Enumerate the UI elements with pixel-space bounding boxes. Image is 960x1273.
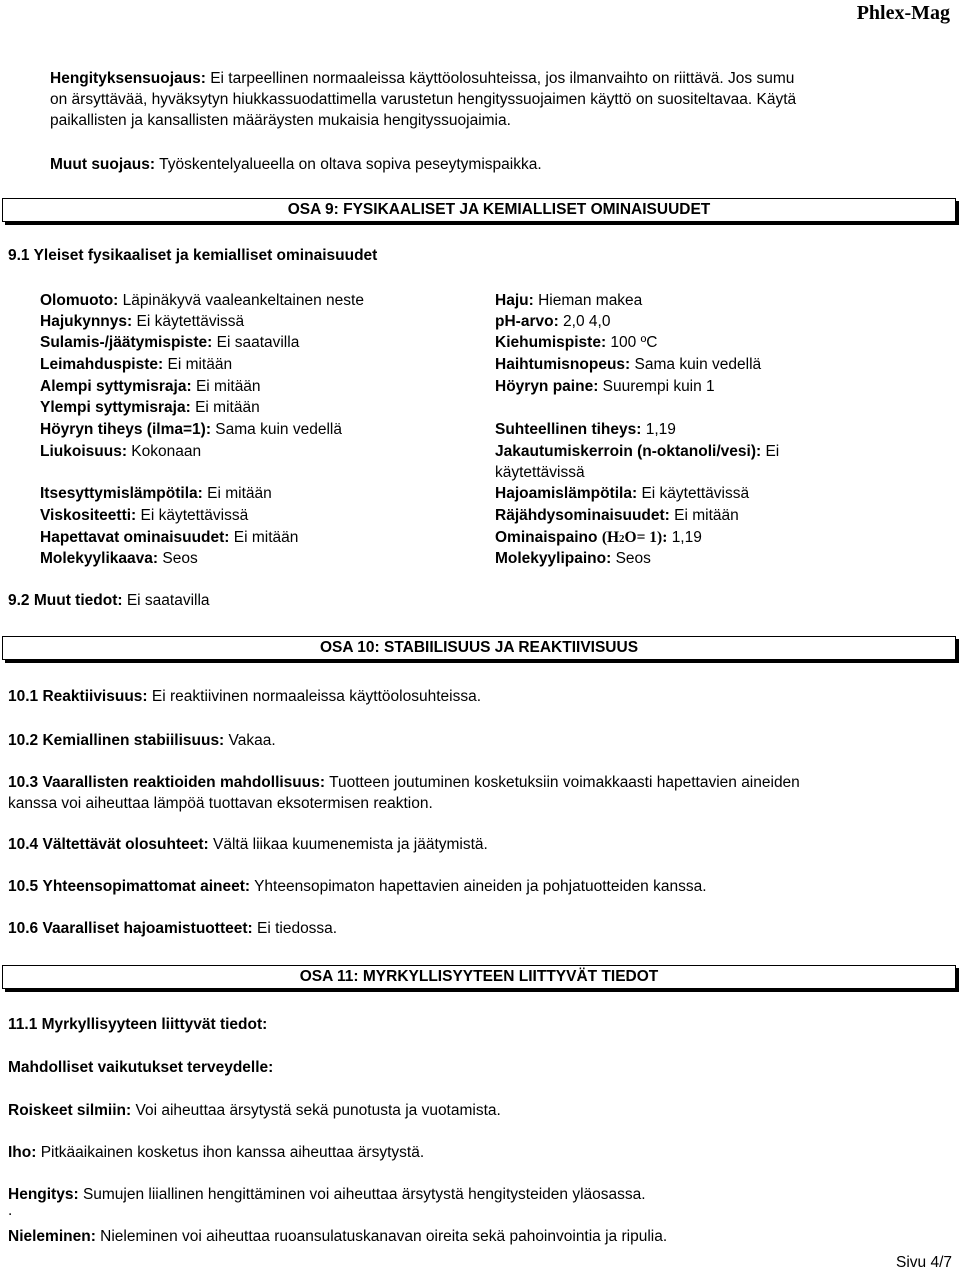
- prop-ph: pH-arvo: 2,0 4,0: [495, 313, 611, 330]
- prop-explosive: Räjähdysominaisuudet: Ei mitään: [495, 507, 739, 524]
- section-10-title: OSA 10: STABIILISUUS JA REAKTIIVISUUS: [2, 636, 956, 660]
- item-10-4: 10.4 Vältettävät olosuhteet: Vältä liikaa kuumenemista ja jäätymistä.: [8, 836, 488, 853]
- page-number: Sivu 4/7: [895, 1254, 952, 1271]
- item-10-3: 10.3 Vaarallisten reaktioiden mahdollisuus: Tuotteen joutuminen kosketuksiin voimakkaasti hapettavien aineiden kanssa voi aiheuttaa lämpöä tuottavan eksotermisen reaktion.: [8, 774, 800, 812]
- item-10-5: 10.5 Yhteensopimattomat aineet: Yhteensopimaton hapettavien aineiden ja pohjatuotteiden kanssa.: [8, 878, 707, 895]
- effect-inhalation: Hengitys: Sumujen liiallinen hengittäminen voi aiheuttaa ärsytystä hengitysteiden yläosassa.: [8, 1186, 646, 1203]
- prop-appearance: Olomuoto: Läpinäkyvä vaaleankeltainen neste: [40, 292, 364, 309]
- item-10-2: 10.2 Kemiallinen stabiilisuus: Vakaa.: [8, 732, 276, 749]
- prop-viscosity: Viskositeetti: Ei käytettävissä: [40, 507, 249, 524]
- effect-ingestion: Nieleminen: Nieleminen voi aiheuttaa ruoansulatuskanavan oireita sekä pahoinvointia ja ripulia.: [8, 1228, 668, 1245]
- prop-decomposition-temp: Hajoamislämpötila: Ei käytettävissä: [495, 485, 750, 502]
- prop-oxidising: Hapettavat ominaisuudet: Ei mitään: [40, 529, 299, 546]
- prop-molecular-weight: Molekyylipaino: Seos: [495, 550, 651, 567]
- prop-specific-gravity: Ominaispaino (H2O= 1): 1,19: [495, 529, 702, 546]
- brand-logo: Phlex-Mag: [856, 2, 950, 24]
- prop-relative-density: Suhteellinen tiheys: 1,19: [495, 421, 676, 438]
- prop-upper-flammability: Ylempi syttymisraja: Ei mitään: [40, 399, 260, 416]
- effect-skin: Iho: Pitkäaikainen kosketus ihon kanssa aiheuttaa ärsytystä.: [8, 1144, 425, 1161]
- section-9-1-heading: 9.1 Yleiset fysikaaliset ja kemialliset ominaisuudet: [8, 247, 378, 264]
- prop-flash-point: Leimahduspiste: Ei mitään: [40, 356, 233, 373]
- section-11-1-heading: 11.1 Myrkyllisyyteen liittyvät tiedot:: [8, 1016, 268, 1033]
- respiratory-protection: [50, 68, 940, 131]
- prop-melting-point: Sulamis-/jäätymispiste: Ei saatavilla: [40, 334, 300, 351]
- respiratory-text-3: paikallisten ja kansallisten määräysten mukaisia hengityssuojaimia.: [50, 112, 511, 129]
- other-protection-text: Työskentelyalueella on oltava sopiva peseytymispaikka.: [159, 156, 542, 173]
- prop-evaporation-rate: Haihtumisnopeus: Sama kuin vedellä: [495, 356, 762, 373]
- prop-solubility: Liukoisuus: Kokonaan: [40, 443, 202, 460]
- respiratory-label: Hengityksensuojaus:: [50, 70, 206, 87]
- respiratory-text-1: Ei tarpeellinen normaaleissa käyttöolosuhteissa, jos ilmanvaihto on riittävä. Jos sumu: [210, 70, 795, 87]
- prop-partition-coefficient-cont: käytettävissä: [495, 464, 585, 481]
- prop-molecular-formula: Molekyylikaava: Seos: [40, 550, 198, 567]
- prop-lower-flammability: Alempi syttymisraja: Ei mitään: [40, 378, 261, 395]
- section-11-title: OSA 11: MYRKYLLISYYTEEN LIITTYVÄT TIEDOT: [2, 965, 956, 989]
- respiratory-text-2: on ärsyttävää, hyväksytyn hiukkassuodattimella varustetun hengityssuojaimen käyttö on suositeltavaa. Käytä: [50, 91, 797, 108]
- item-10-6: 10.6 Vaaralliset hajoamistuotteet: Ei tiedossa.: [8, 920, 338, 937]
- prop-autoignition: Itsesyttymislämpötila: Ei mitään: [40, 485, 272, 502]
- health-effects-heading: Mahdolliset vaikutukset terveydelle:: [8, 1059, 274, 1076]
- other-protection: [50, 154, 940, 175]
- effect-eyes: Roiskeet silmiin: Voi aiheuttaa ärsytystä sekä punotusta ja vuotamista.: [8, 1102, 501, 1119]
- stray-dot: .: [8, 1202, 13, 1219]
- prop-vapour-pressure: Höyryn paine: Suurempi kuin 1: [495, 378, 715, 395]
- section-9-title: OSA 9: FYSIKAALISET JA KEMIALLISET OMINAISUUDET: [2, 198, 956, 222]
- prop-odour: Haju: Hieman makea: [495, 292, 643, 309]
- prop-boiling-point: Kiehumispiste: 100 ºC: [495, 334, 658, 351]
- prop-partition-coefficient: Jakautumiskerroin (n-oktanoli/vesi): Ei: [495, 443, 780, 460]
- prop-odour-threshold: Hajukynnys: Ei käytettävissä: [40, 313, 245, 330]
- other-protection-label: Muut suojaus:: [50, 156, 156, 173]
- prop-vapour-density: Höyryn tiheys (ilma=1): Sama kuin vedellä: [40, 421, 342, 438]
- item-10-1: 10.1 Reaktiivisuus: Ei reaktiivinen normaaleissa käyttöolosuhteissa.: [8, 688, 482, 705]
- section-9-2: 9.2 Muut tiedot: Ei saatavilla: [8, 592, 210, 609]
